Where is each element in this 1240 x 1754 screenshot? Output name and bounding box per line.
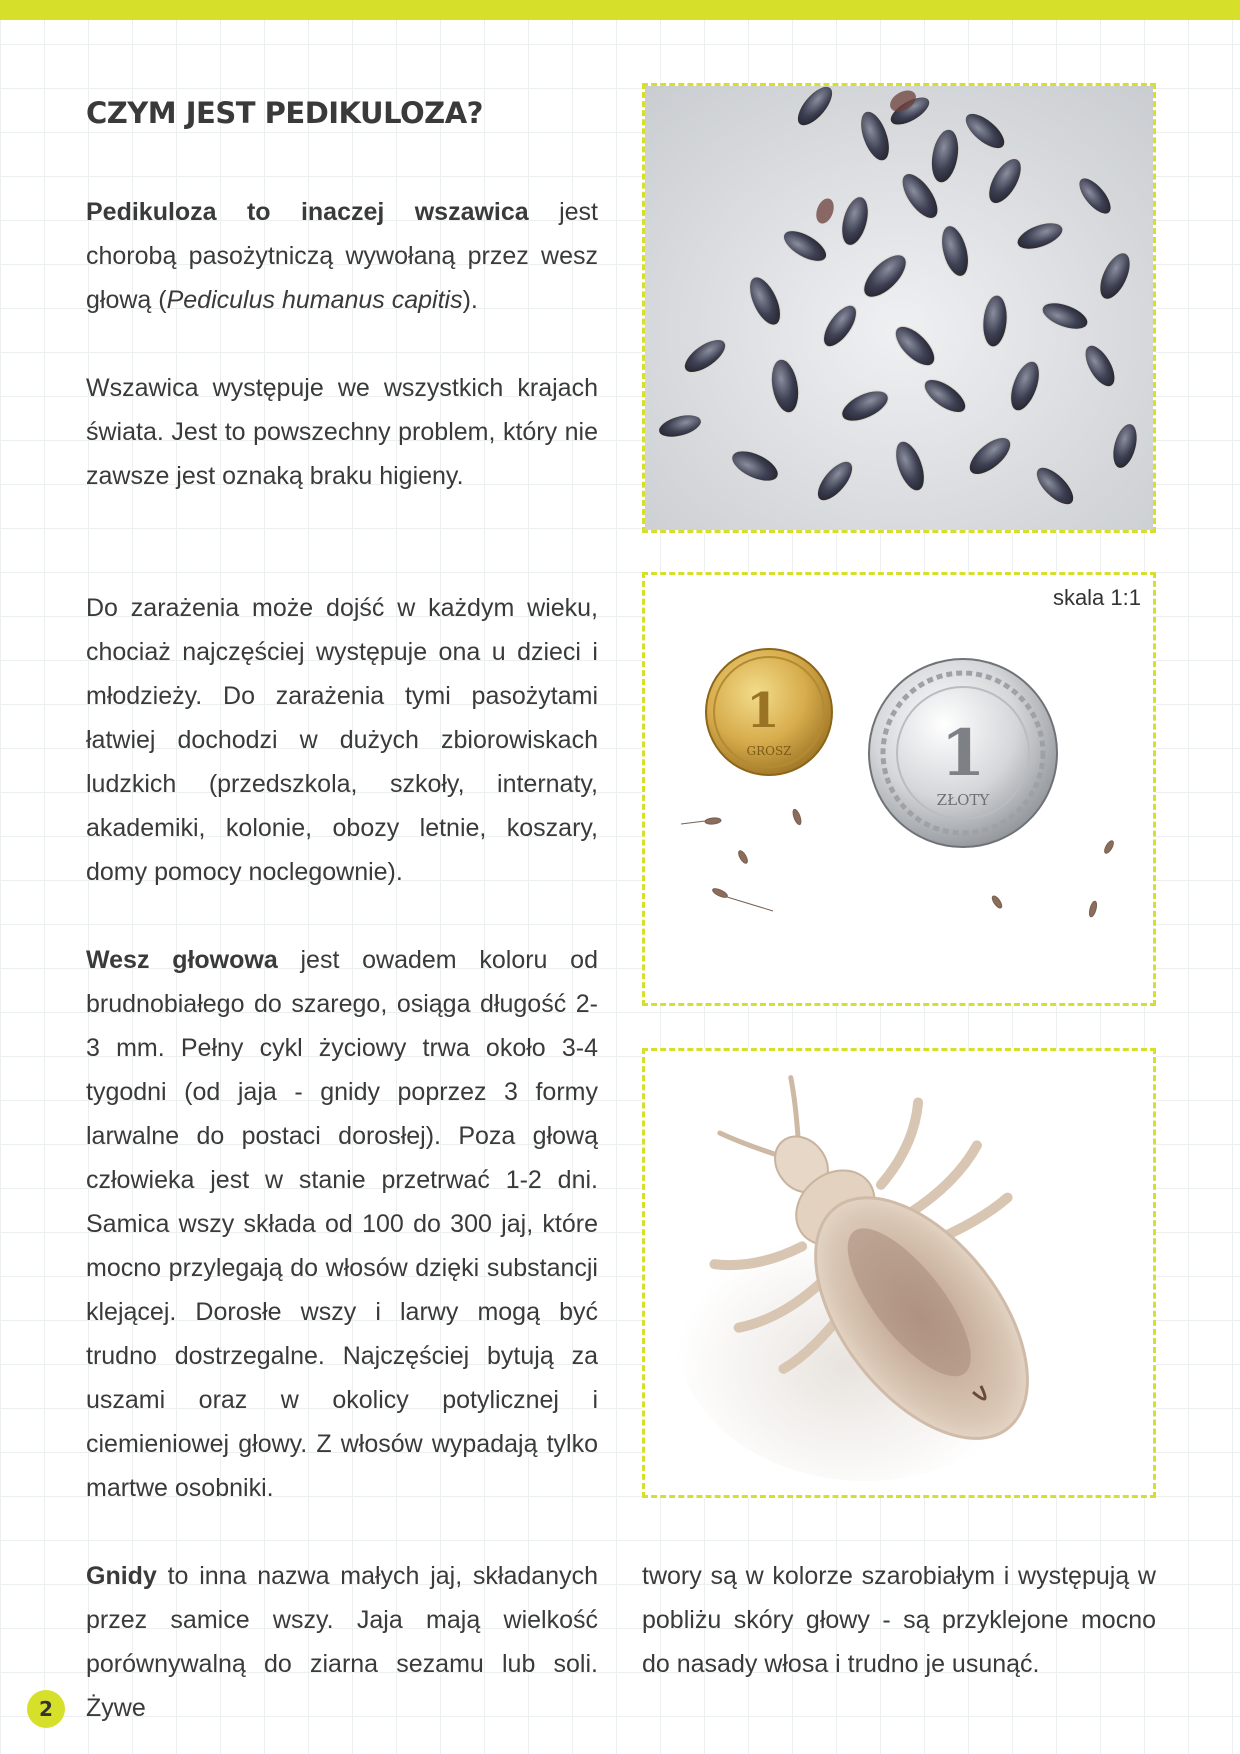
head-louse-bold: Wesz głowowa (86, 946, 278, 974)
head-louse-text: jest owadem koloru od brudnobiałego do szarego, osiąga długość 2-3 mm. Pełny cykl życiowy trwa około 3-4 tygodni (od jaja - gnidy poprzez 3 formy larwalne do postaci dorosłej). Poza głową człowieka jest w stanie przetrwać 1-2 dni. Samica wszy składa od 100 do 300 jaj, które mocno przylegają do włosów dzięki substancji klejącej. Dorosłe wszy i larwy mogą być trudno dostrzegalne. Najczęściej bytują za uszami oraz w okolicy potylicznej i ciemieniowej głowy. Z włosów wypadają tylko martwe osobniki. (86, 946, 598, 1502)
definition-text: jest chorobą pasożytniczą wywołaną przez wesz głową ( (86, 198, 598, 314)
paragraph-nits-continued: twory są w kolorze szarobiałym i występują w pobliżu skóry głowy - są przyklejone mocno do nasady włosa i trudno je usunąć. (642, 1562, 1156, 1678)
page-number: 2 (27, 1690, 65, 1728)
definition-text-end: ). (462, 286, 478, 314)
paragraph-occurrence: Wszawica występuje we wszystkich krajach świata. Jest to powszechny problem, który nie zawsze jest oznaką braku higieny. (86, 374, 598, 490)
nits-bold: Gnidy (86, 1562, 157, 1590)
zloty-numeral: 1 (940, 716, 986, 791)
nits-text: to inna nazwa małych jaj, składanych przez samice wszy. Jaja mają wielkość porównywalną do ziarna sezamu lub soli. Żywe (86, 1562, 598, 1722)
grosz-numeral: 1 (746, 683, 780, 739)
head-louse-image (645, 1051, 1153, 1495)
grosz-word: GROSZ (746, 744, 792, 758)
lice-cluster-image (645, 86, 1153, 530)
left-text-column (86, 190, 598, 322)
head-louse-photo (642, 1048, 1156, 1498)
scale-label: skala 1:1 (1052, 585, 1141, 610)
paragraph-definition (86, 190, 598, 322)
definition-bold: Pedikuloza to inaczej wszawica (86, 198, 529, 226)
grosz-coin (706, 649, 832, 775)
paragraph-nits (86, 1554, 598, 1730)
zloty-coin (869, 659, 1057, 847)
latin-name: Pediculus humanus capitis (166, 286, 463, 314)
zloty-word: ZŁOTY (936, 791, 990, 809)
coins-scale-photo (642, 572, 1156, 1006)
top-accent-bar (0, 0, 1240, 20)
coins-scale-image (645, 575, 1153, 1003)
lice-cluster-photo (642, 83, 1156, 533)
paragraph-head-louse (86, 938, 598, 1510)
page-heading: CZYM JEST PEDIKULOZA? (86, 96, 483, 130)
paragraph-infection: Do zarażenia może dojść w każdym wieku, chociaż najczęściej występuje ona u dzieci i młodzieży. Do zarażenia tymi pasożytami łatwiej dochodzi w dużych zbiorowiskach ludzkich (przedszkola, szkoły, internaty, akademiki, kolonie, obozy letnie, koszary, domy pomocy noclegownie). (86, 594, 598, 886)
